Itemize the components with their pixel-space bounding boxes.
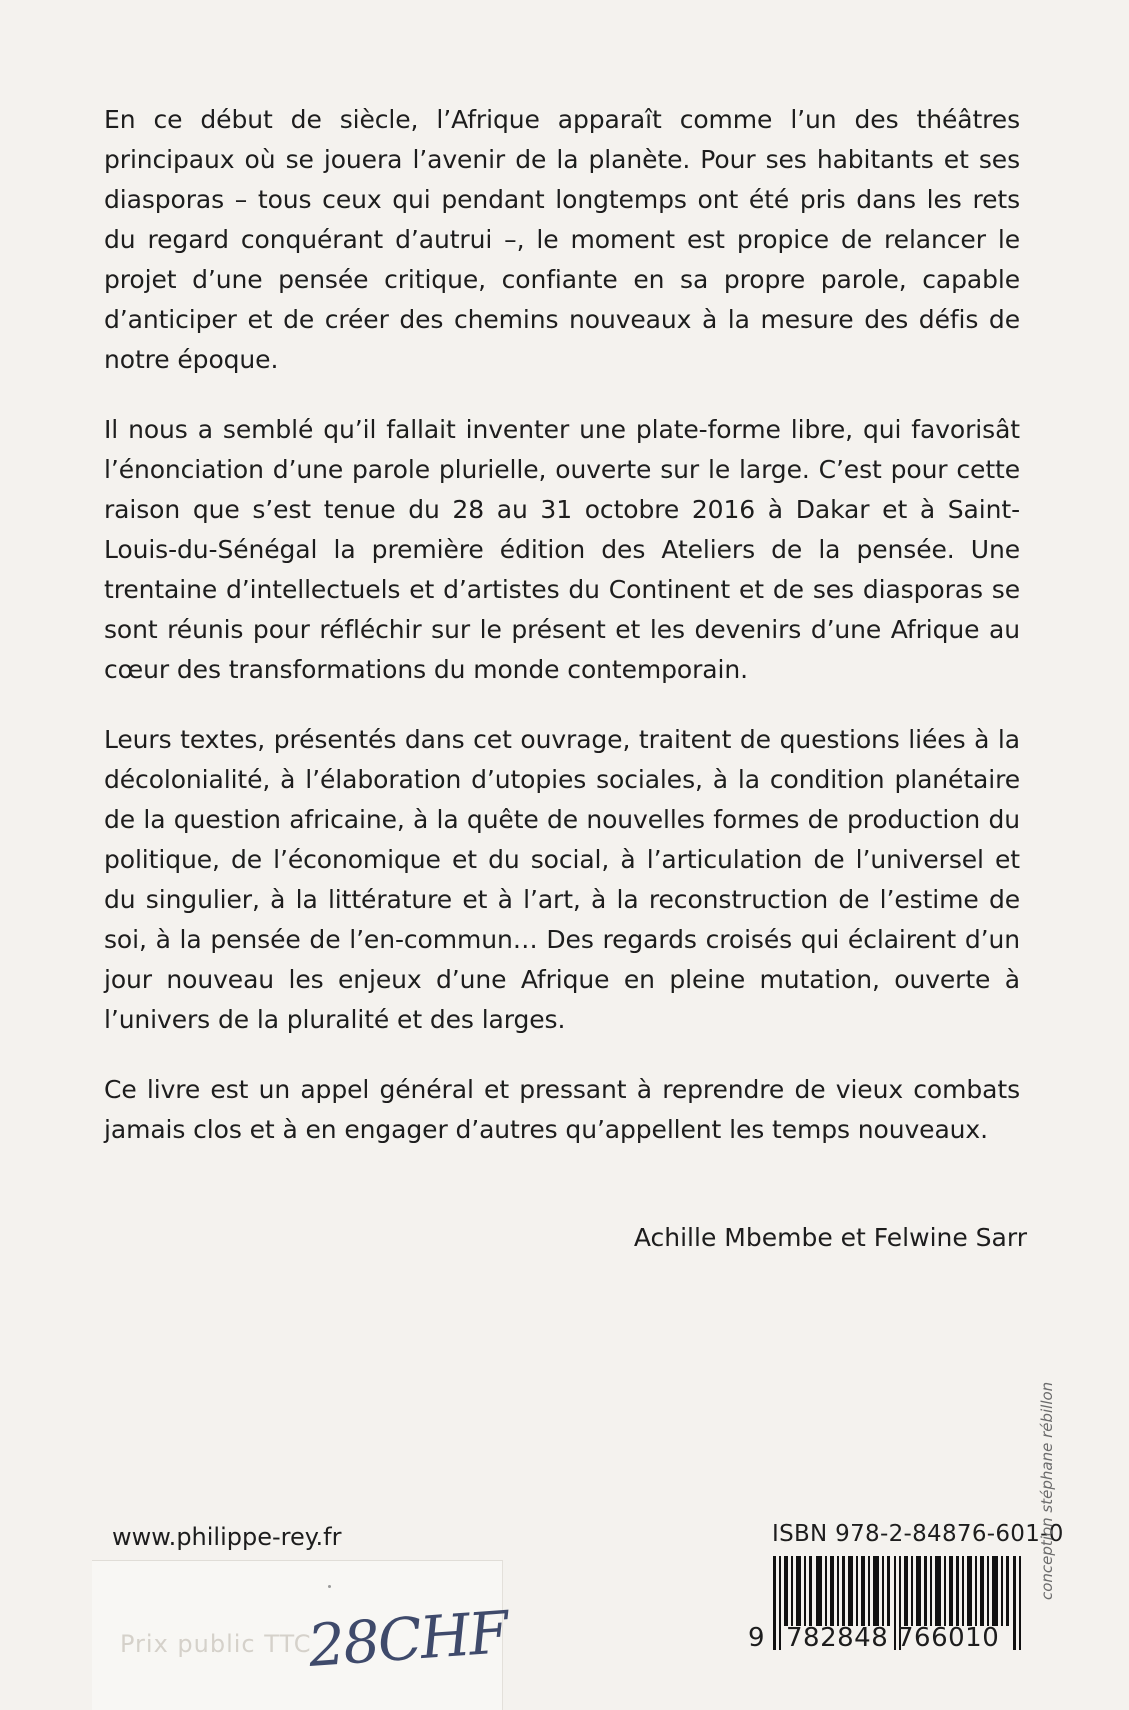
faded-slip-text: Prix public TTC (120, 1630, 312, 1658)
barcode-digits: 782848 766010 (786, 1623, 1000, 1653)
paragraph-1: En ce début de siècle, l’Afrique apparaît comme l’un des théâtres principaux où se jouera l’avenir de la planète. Pour ses habitants et ses diasporas – tous ceux qui pendant longtemps ont été pris dans les rets du regard conquérant d’autrui –, le moment est propice de relancer le projet d’une pensée critique, confiante en sa propre parole, capable d’anticiper et de créer des chemins nouveaux à la mesure des défis de notre époque. (104, 105, 1020, 374)
publisher-website: www.philippe-rey.fr (112, 1523, 342, 1551)
ink-dot (328, 1585, 331, 1588)
isbn-label: ISBN 978-2-84876-601-0 (772, 1521, 1064, 1547)
handwritten-price: 28CHF (304, 1597, 511, 1681)
paragraph-2: Il nous a semblé qu’il fallait inventer une plate-forme libre, qui favorisât l’énonciation d’une parole plurielle, ouverte sur le large. C’est pour cette raison que s’est tenue du 28 au 31 octobre 2016 à Dakar et à Saint-Louis-du-Sénégal la première édition des Ateliers de la pensée. Une trentaine d’intellectuels et d’artistes du Continent et de ses diasporas se sont réunis pour réfléchir sur le présent et les devenirs d’une Afrique au cœur des transformations du monde contemporain. (104, 415, 1020, 684)
authors-signature: Achille Mbembe et Felwine Sarr (633, 1223, 1027, 1252)
back-cover-text (104, 100, 1020, 1180)
paragraph-3: Leurs textes, présentés dans cet ouvrage, traitent de questions liées à la décolonialité, à l’élaboration d’utopies sociales, à la condition planétaire de la question africaine, à la quête de nouvelles formes de production du politique, de l’économique et du social, à l’articulation de l’universel et du singulier, à la littérature et à l’art, à la reconstruction de l’estime de soi, à la pensée de l’en-commun… Des regards croisés qui éclairent d’un jour nouveau les enjeux d’une Afrique en pleine mutation, ouverte à l’univers de la pluralité et des larges. (104, 725, 1020, 1034)
paragraph-4: Ce livre est un appel général et pressant à reprendre de vieux combats jamais clos et à en engager d’autres qu’appellent les temps nouveaux. (104, 1075, 1020, 1144)
barcode-first-digit: 9 (748, 1623, 765, 1653)
design-credit: conception stéphane rébillon (1038, 1381, 1056, 1600)
